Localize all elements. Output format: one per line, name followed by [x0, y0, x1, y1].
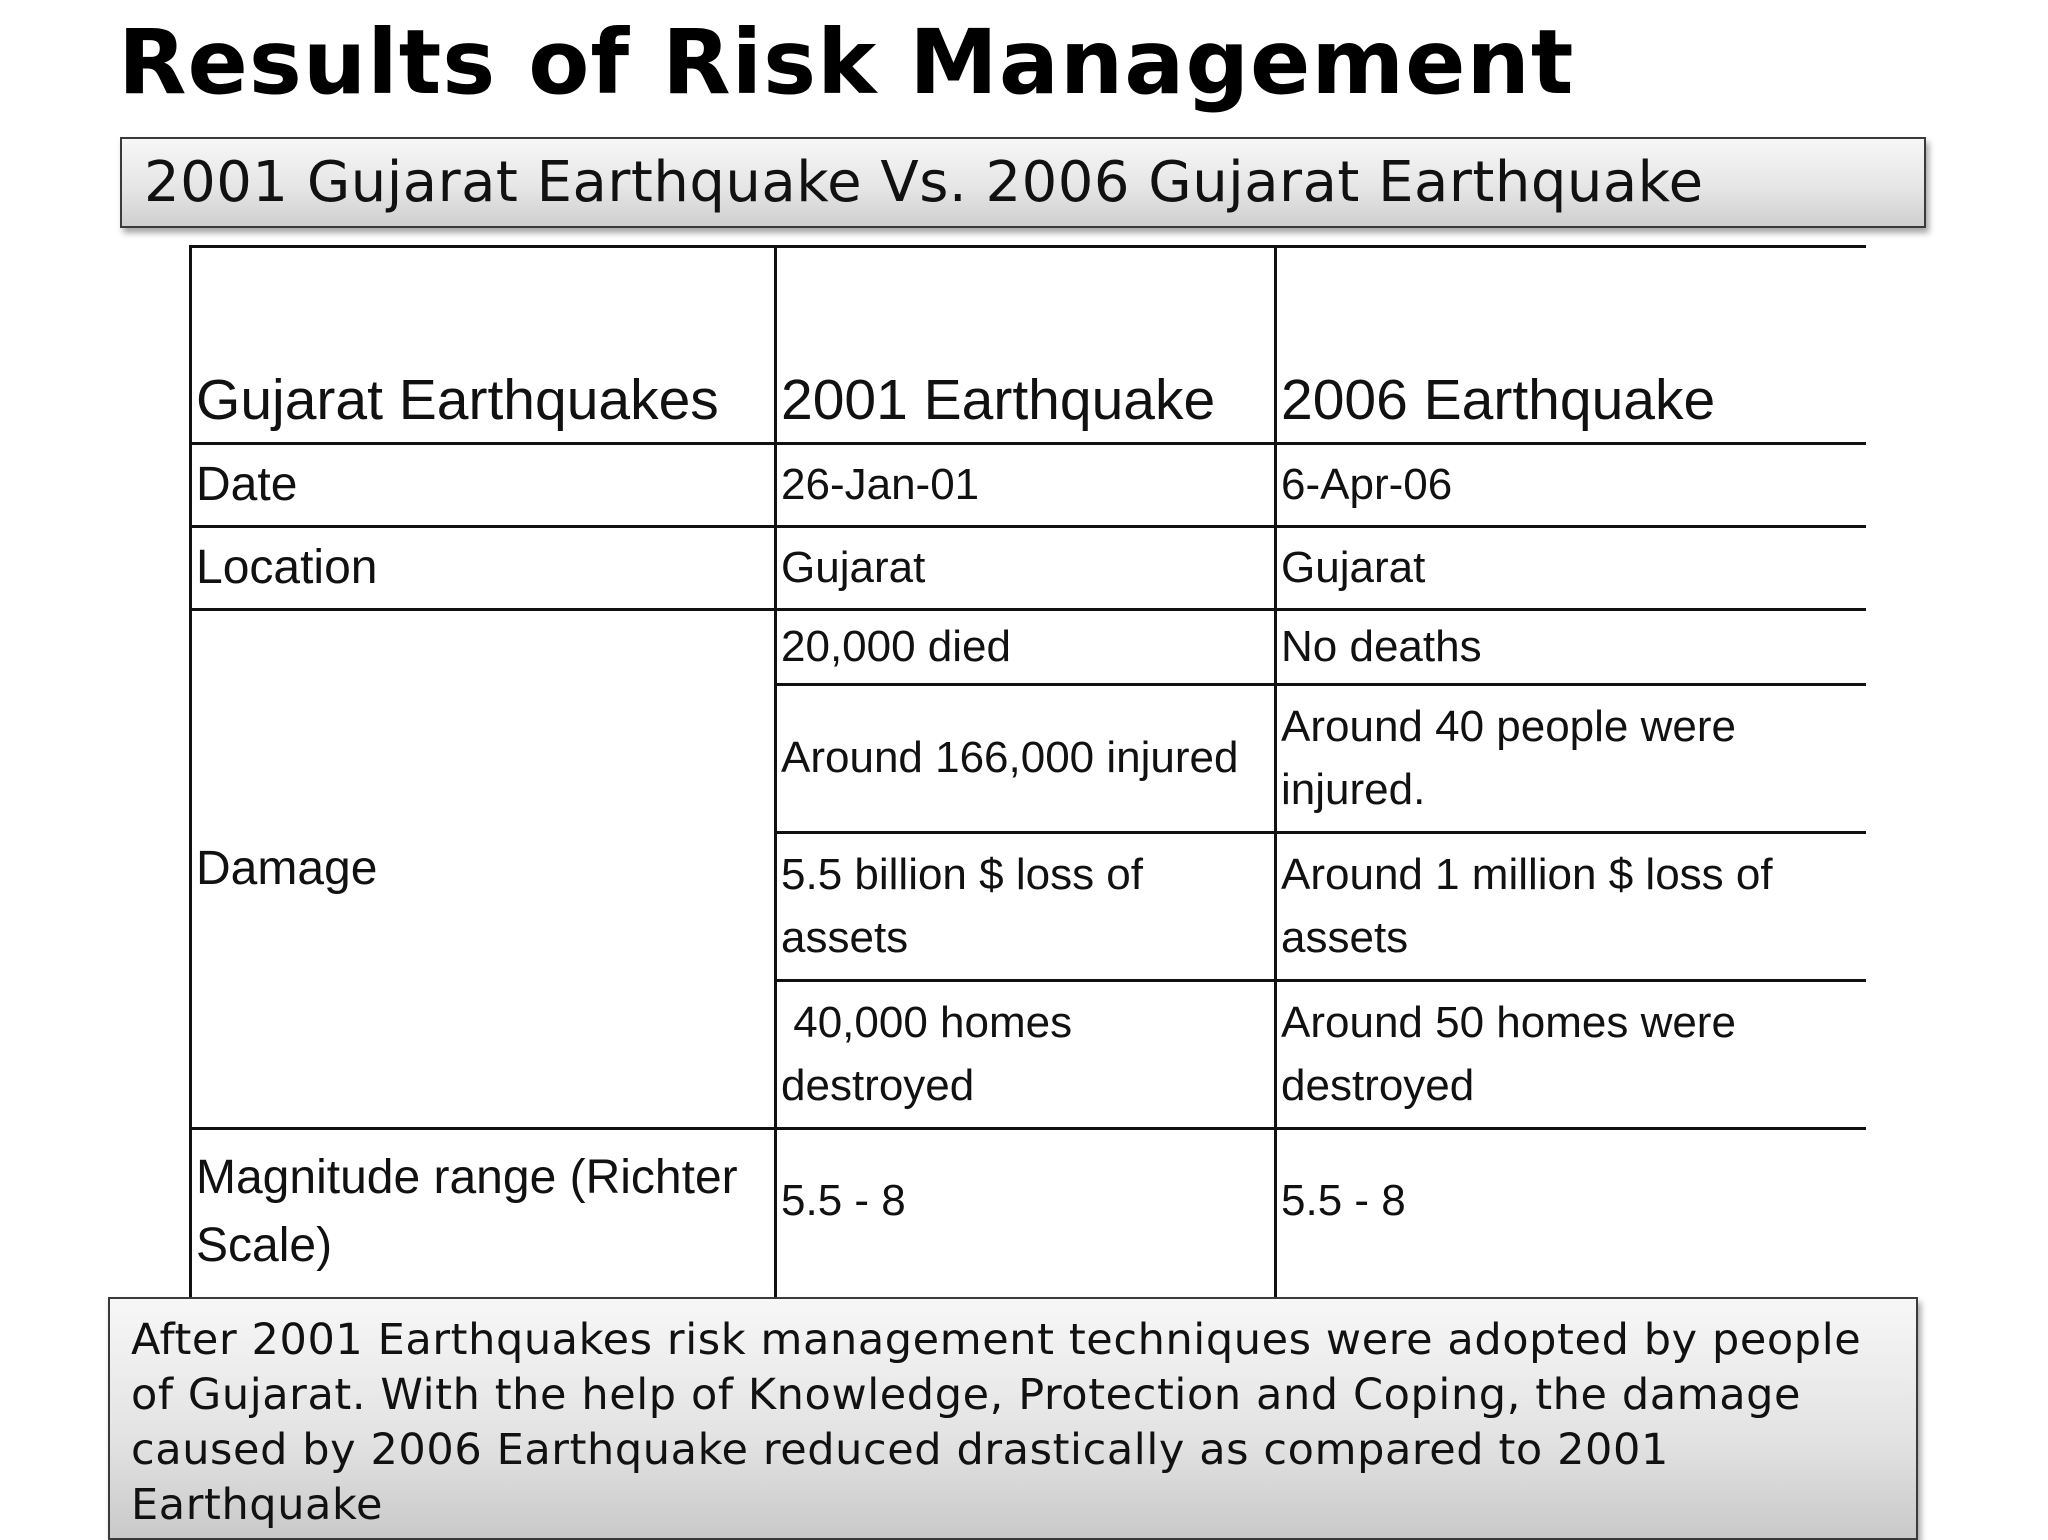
- cell-magnitude-2006: 5.5 - 8: [1276, 1129, 1867, 1306]
- table-row-location: [191, 527, 1867, 610]
- row-label-damage: Damage: [191, 610, 776, 1129]
- conclusion-text: After 2001 Earthquakes risk management techniques were adopted by people of Gujarat. With the help of Knowledge, Protection and Coping, the damage caused by 2006 Earthquake reduced drastically as compared to 2001 Earthquake: [131, 1315, 1862, 1530]
- cell-injured-2001: Around 166,000 injured: [776, 685, 1276, 833]
- banner-text: 2001 Gujarat Earthquake Vs. 2006 Gujarat Earthquake: [144, 150, 1704, 215]
- table-row-magnitude: [191, 1129, 1867, 1306]
- cell-date-2006: 6-Apr-06: [1276, 444, 1867, 527]
- header-cell-2006: 2006 Earthquake: [1276, 247, 1867, 444]
- comparison-banner: [120, 137, 1926, 228]
- table-row-date: [191, 444, 1867, 527]
- cell-deaths-2001: 20,000 died: [776, 610, 1276, 685]
- cell-homes-2001: 40,000 homes destroyed: [776, 981, 1276, 1129]
- row-label-magnitude: Magnitude range (Richter Scale): [191, 1129, 776, 1306]
- cell-location-2006: Gujarat: [1276, 527, 1867, 610]
- comparison-table: [189, 245, 1866, 1305]
- table-row-damage-deaths: [191, 610, 1867, 685]
- cell-assets-2006: Around 1 million $ loss of assets: [1276, 833, 1867, 981]
- table-header-row: [191, 247, 1867, 444]
- cell-deaths-2006: No deaths: [1276, 610, 1867, 685]
- conclusion-box: [108, 1297, 1918, 1540]
- cell-date-2001: 26-Jan-01: [776, 444, 1276, 527]
- cell-assets-2001: 5.5 billion $ loss of assets: [776, 833, 1276, 981]
- cell-location-2001: Gujarat: [776, 527, 1276, 610]
- row-label-location: Location: [191, 527, 776, 610]
- header-cell-category: Gujarat Earthquakes: [191, 247, 776, 444]
- cell-homes-2006: Around 50 homes were destroyed: [1276, 981, 1867, 1129]
- row-label-date: Date: [191, 444, 776, 527]
- cell-magnitude-2001: 5.5 - 8: [776, 1129, 1276, 1306]
- header-cell-2001: 2001 Earthquake: [776, 247, 1276, 444]
- slide-title: Results of Risk Management: [118, 10, 1575, 114]
- cell-injured-2006: Around 40 people were injured.: [1276, 685, 1867, 833]
- comparison-table-container: [189, 245, 1866, 1305]
